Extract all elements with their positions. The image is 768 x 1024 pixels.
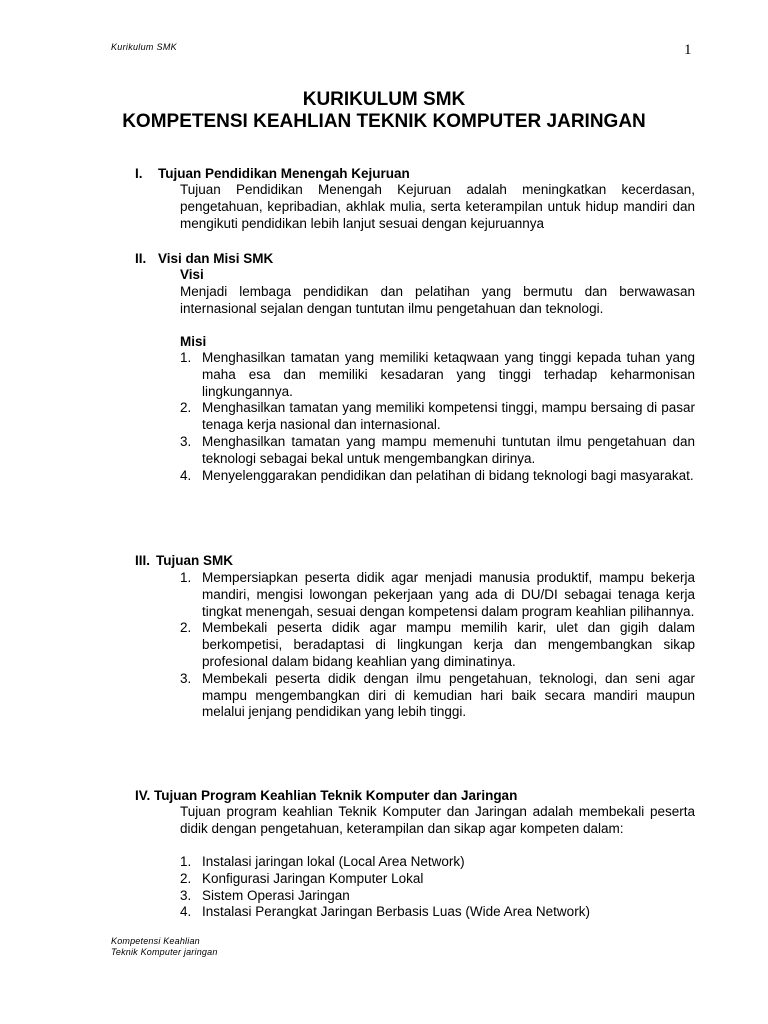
list-item bbox=[180, 400, 695, 434]
list-text: Menghasilkan tamatan yang memiliki kompetensi tinggi, mampu bersaing di pasar tenaga kerja nasional dan internasional. bbox=[202, 400, 695, 433]
visi-label: Visi bbox=[180, 267, 204, 282]
list-number: 4. bbox=[180, 904, 192, 920]
section-4-body: Tujuan program keahlian Teknik Komputer dan Jaringan adalah membekali peserta didik dengan pengetahuan, keterampilan dan sikap agar kompeten dalam: bbox=[180, 804, 695, 836]
running-header: Kurikulum SMK bbox=[111, 42, 177, 52]
list-item bbox=[180, 671, 695, 721]
list-text: Instalasi Perangkat Jaringan Berbasis Luas (Wide Area Network) bbox=[202, 904, 590, 920]
list-item bbox=[180, 888, 695, 905]
section-title: Tujuan Program Keahlian Teknik Komputer dan Jaringan bbox=[154, 788, 518, 803]
list-text: Sistem Operasi Jaringan bbox=[202, 887, 350, 903]
document-title: KURIKULUM SMK bbox=[302, 89, 466, 110]
section-2-heading bbox=[135, 251, 273, 266]
list-item bbox=[180, 854, 695, 871]
section-title: Visi dan Misi SMK bbox=[158, 251, 274, 266]
list-number: 1. bbox=[180, 854, 192, 869]
list-text: Menghasilkan tamatan yang mampu memenuhi tuntutan ilmu pengetahuan dan teknologi sebagai bekal untuk mengembangkan dirinya. bbox=[202, 433, 695, 466]
misi-label: Misi bbox=[180, 334, 207, 349]
section-1-heading bbox=[135, 166, 410, 181]
running-footer bbox=[111, 936, 218, 958]
list-number: 3. bbox=[180, 433, 192, 449]
list-number: 4. bbox=[180, 467, 192, 483]
section-title: Tujuan SMK bbox=[156, 553, 233, 568]
list-number: 2. bbox=[180, 870, 192, 886]
tujuan-smk-list bbox=[180, 570, 695, 721]
list-number: 2. bbox=[180, 400, 192, 416]
list-number: 2. bbox=[180, 620, 192, 636]
section-title: Tujuan Pendidikan Menengah Kejuruan bbox=[158, 166, 410, 181]
list-item bbox=[180, 871, 695, 888]
section-1-body: Tujuan Pendidikan Menengah Kejuruan adalah meningkatkan kecerdasan, pengetahuan, kepribadian, akhlak mulia, serta keterampilan untuk hidup mandiri dan mengikuti pendidikan lebih lanjut sesuai dengan kejuruannya bbox=[180, 182, 695, 231]
list-text: Mempersiapkan peserta didik agar menjadi manusia produktif, mampu bekerja mandiri, mengisi lowongan pekerjaan yang ada di DU/DI sebagai tenaga kerja tingkat menengah, sesuai dengan kompetensi dalam program keahlian pilihannya. bbox=[202, 570, 695, 619]
visi-text: Menjadi lembaga pendidikan dan pelatihan yang bermutu dan berwawasan internasional sejalan dengan tuntutan ilmu pengetahuan dan teknologi. bbox=[180, 284, 695, 316]
list-item bbox=[180, 904, 695, 921]
list-item bbox=[180, 434, 695, 468]
list-number: 1. bbox=[180, 350, 192, 365]
section-number: III. bbox=[135, 553, 151, 568]
kompetensi-list bbox=[180, 854, 695, 921]
list-text: Instalasi jaringan lokal (Local Area Network) bbox=[202, 854, 465, 869]
footer-line-1: Kompetensi Keahlian bbox=[111, 936, 200, 946]
list-item bbox=[180, 570, 695, 620]
list-number: 3. bbox=[180, 670, 192, 686]
document-subtitle: KOMPETENSI KEAHLIAN TEKNIK KOMPUTER JARINGAN bbox=[122, 111, 646, 132]
section-number: IV. bbox=[135, 788, 151, 803]
section-number: I. bbox=[135, 166, 143, 181]
section-4-heading bbox=[135, 788, 517, 803]
footer-line-2: Teknik Komputer jaringan bbox=[111, 947, 218, 957]
list-number: 1. bbox=[180, 570, 192, 585]
section-number: II. bbox=[135, 251, 147, 266]
list-item bbox=[180, 620, 695, 670]
misi-list bbox=[180, 350, 695, 484]
list-number: 3. bbox=[180, 887, 192, 903]
list-text: Membekali peserta didik dengan ilmu pengetahuan, teknologi, dan seni agar mampu mengembangkan diri di kemudian hari baik secara mandiri maupun melalui jenjang pendidikan yang lebih tinggi. bbox=[202, 670, 695, 720]
list-item bbox=[180, 468, 695, 485]
list-text: Konfigurasi Jaringan Komputer Lokal bbox=[202, 870, 424, 886]
list-text: Menghasilkan tamatan yang memiliki ketaqwaan yang tinggi kepada tuhan yang maha esa dan memiliki kesadaran yang tinggi terhadap keharmonisan lingkungannya. bbox=[202, 350, 695, 399]
section-3-heading bbox=[135, 553, 233, 568]
list-item bbox=[180, 350, 695, 400]
page-number: 1 bbox=[684, 42, 692, 58]
list-text: Membekali peserta didik agar mampu memilih karir, ulet dan gigih dalam berkompetisi, beradaptasi di lingkungan kerja dan mengembangkan sikap profesional dalam bidang keahlian yang diminatinya. bbox=[202, 620, 695, 669]
list-text: Menyelenggarakan pendidikan dan pelatihan di bidang teknologi bagi masyarakat. bbox=[202, 467, 694, 483]
